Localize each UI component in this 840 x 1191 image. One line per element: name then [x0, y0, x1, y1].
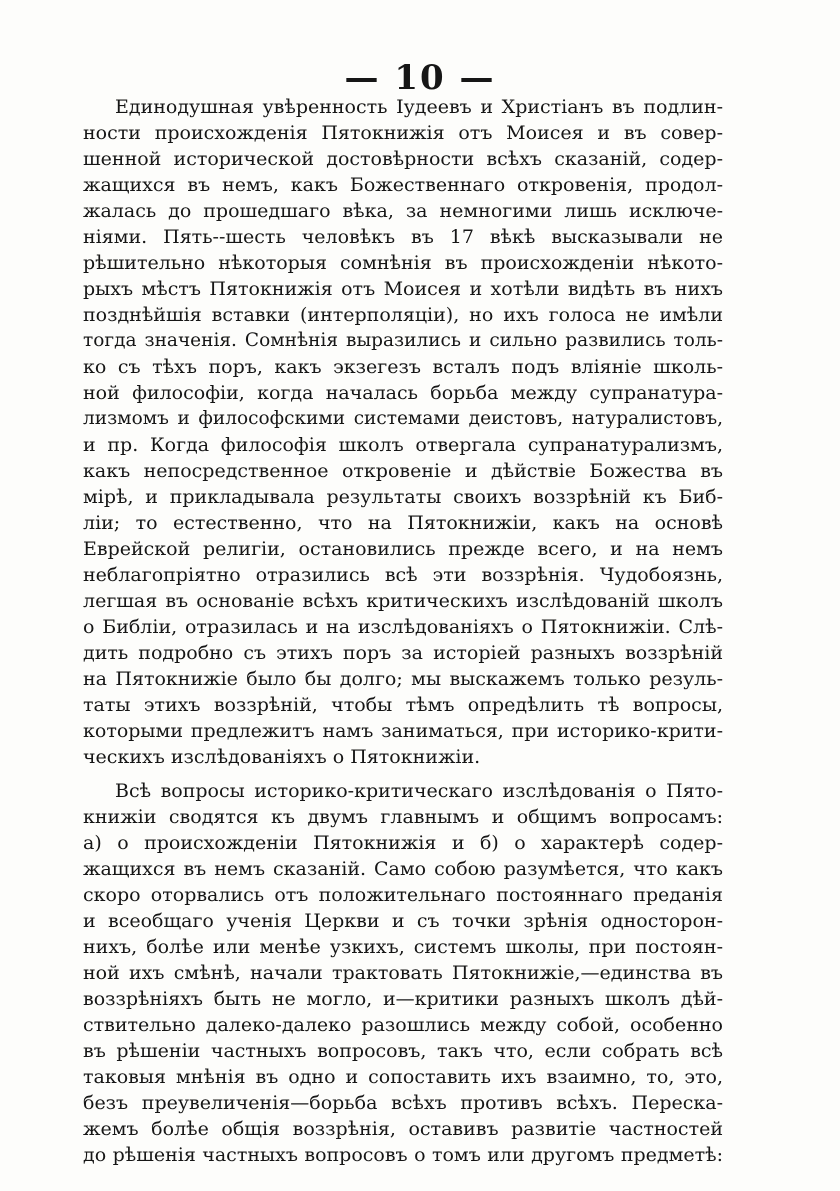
line: жащихся въ немъ, какъ Божественнаго откровенія, продол- — [83, 174, 723, 196]
line: какъ непосредственное откровеніе и дѣйствіе Божества въ — [83, 460, 723, 482]
line: и пр. Когда философія школъ отвергала супранатурализмъ, — [83, 434, 723, 456]
line: ліи; то естественно, что на Пятокнижіи, какъ на основѣ — [83, 512, 723, 534]
line: и всеобщаго ученія Церкви и съ точки зрѣнія односторон- — [83, 910, 723, 932]
line: которыми предлежитъ намъ заниматься, при историко-крити- — [83, 720, 723, 742]
line: дить подробно съ этихъ поръ за исторіей разныхъ воззрѣній — [83, 642, 723, 664]
line: ности происхожденія Пятокнижія отъ Моисея и въ совер- — [83, 122, 723, 144]
line: таковыя мнѣнія въ одно и сопоставить ихъ взаимно, то, это, — [83, 1066, 723, 1088]
line: ствительно далеко-далеко разошлись между собой, особенно — [83, 1014, 723, 1036]
line: въ рѣшеніи частныхъ вопросовъ, такъ что, если собрать всѣ — [83, 1040, 723, 1062]
line: жащихся въ немъ сказаній. Само собою разумѣется, что какъ — [83, 858, 723, 880]
line: книжіи сводятся къ двумъ главнымъ и общимъ вопросамъ: — [83, 806, 723, 828]
line: Единодушная увѣренность Іудеевъ и Христіанъ въ подлин- — [115, 96, 723, 118]
line: ко съ тѣхъ поръ, какъ экзегезъ всталъ подъ вліяніе школь- — [83, 356, 723, 378]
line: а) о происхожденіи Пятокнижія и б) о характерѣ содер- — [83, 832, 723, 854]
line: легшая въ основаніе всѣхъ критическихъ изслѣдованій школъ — [83, 590, 723, 612]
line: Всѣ вопросы историко-критическаго изслѣдованія о Пято- — [115, 780, 723, 802]
line: ніями. Пять--шесть человѣкъ въ 17 вѣкѣ высказывали не — [83, 226, 723, 248]
line: ной философіи, когда началась борьба между супранатура- — [83, 382, 723, 404]
line: тогда значенія. Сомнѣнія выразились и сильно развились толь- — [83, 330, 723, 351]
line: рыхъ мѣстъ Пятокнижія отъ Моисея и хотѣли видѣть въ нихъ — [83, 278, 723, 300]
line: ческихъ изслѣдованіяхъ о Пятокнижіи. — [83, 746, 481, 768]
line: безъ преувеличенія—борьба всѣхъ противъ всѣхъ. Перескa- — [83, 1092, 723, 1114]
line: Еврейской религіи, остановились прежде всего, и на немъ — [83, 538, 723, 560]
line: лизмомъ и философскими системами деистовъ, натуралистовъ, — [83, 408, 723, 429]
line: нихъ, болѣе или менѣе узкихъ, системъ школы, при постоян- — [83, 936, 723, 958]
line: жемъ болѣе общія воззрѣнія, оставивъ развитіе частностей — [83, 1118, 723, 1140]
line: жалась до прошедшаго вѣка, за немногими лишь исключе- — [83, 200, 723, 222]
text-body — [83, 94, 723, 1168]
paragraph-1 — [83, 94, 723, 770]
line: мірѣ, и прикладывала результаты своихъ воззрѣній къ Биб- — [83, 486, 723, 508]
line: воззрѣніяхъ быть не могло, и—критики разныхъ школъ дѣй- — [83, 988, 723, 1010]
line: рѣшительно нѣкоторыя сомнѣнія въ происхожденіи нѣкото- — [83, 252, 723, 274]
page-number: — 10 — — [344, 58, 496, 98]
line: ной ихъ смѣнѣ, начали трактовать Пятокнижіе,—единства въ — [83, 962, 723, 984]
line: до рѣшенія частныхъ вопросовъ о томъ или другомъ предметѣ: — [83, 1144, 723, 1166]
line: позднѣйшія вставки (интерполяціи), но ихъ голоса не имѣли — [83, 304, 723, 326]
line: неблагопріятно отразились всѣ эти воззрѣнія. Чудобоязнь, — [83, 564, 723, 586]
line: скоро оторвались отъ положительнаго постояннаго преданія — [83, 884, 723, 906]
line: шенной исторической достовѣрности всѣхъ сказаній, содер- — [83, 148, 723, 170]
line: о Библіи, отразилась и на изслѣдованіяхъ о Пятокнижіи. Слѣ- — [83, 616, 723, 638]
line: на Пятокнижіе было бы долго; мы выскажемъ только резуль- — [83, 668, 723, 690]
paragraph-2 — [83, 778, 723, 1168]
line: таты этихъ воззрѣній, чтобы тѣмъ опредѣлить тѣ вопросы, — [83, 694, 723, 716]
